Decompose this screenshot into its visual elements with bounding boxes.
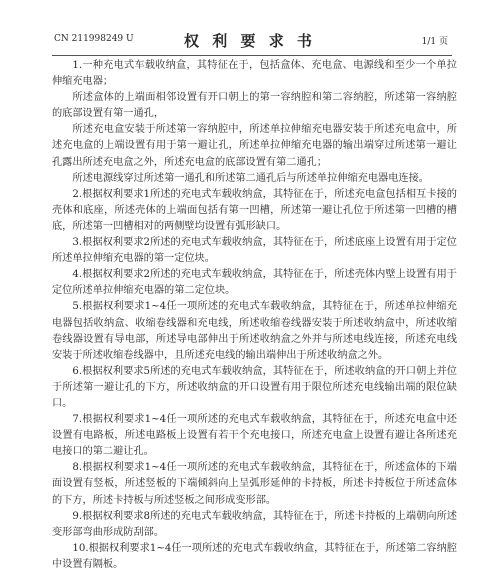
patent-number: CN 211998249 U (54, 34, 134, 44)
claim-8: 8.根据权利要求1~4任一项所述的充电式车载收纳盒，其特征在于，所述盒体的下端面设置有竖板，所述竖板的下端倾斜向上呈弧形延伸的卡持板，所述卡持板位于所述盒体的下方，所述卡持板与所述竖板之间形成变形部。 (52, 462, 457, 506)
claim-1-body-power-cord: 所述电源线穿过所述第一通孔和所述第二通孔后与所述单拉伸缩充电器电连接。 (72, 172, 429, 184)
page-header (0, 30, 500, 52)
claim-2: 2.根据权利要求1所述的充电式车载收纳盒，其特征在于，所述充电盒包括相互卡接的壳体和底座，所述壳体的上端面包括有第一凹槽，所述第一避让孔位于所述第一凹槽的槽底，所述第一凹槽相对的两侧壁均设置有弧形缺口。 (52, 188, 457, 232)
claim-9: 9.根据权利要求8所述的充电式车载收纳盒，其特征在于，所述卡持板的上端朝向所述变形部弯曲形成防刮部。 (52, 510, 457, 538)
page-number: 1/1 页 (421, 37, 448, 47)
claim-10: 10.根据权利要求1~4任一项所述的充电式车载收纳盒，其特征在于，所述第二容纳腔中设置有隔板。 (52, 542, 457, 570)
claim-7: 7.根据权利要求1~4任一项所述的充电式车载收纳盒，其特征在于，所述充电盒中还设置有电路板，所述电路板上设置有若干个充电接口，所述充电盒上设置有避让各所述充电接口的第二避让孔。 (52, 414, 457, 458)
document-title: 权 利 要 求 书 (184, 32, 316, 50)
claims-body (52, 58, 457, 573)
claim-3: 3.根据权利要求2所述的充电式车载收纳盒，其特征在于，所述底座上设置有用于定位所述单拉伸缩充电器的第一定位块。 (52, 237, 457, 265)
header-rule (52, 55, 452, 56)
claim-5: 5.根据权利要求1~4任一项所述的充电式车载收纳盒，其特征在于，所述单拉伸缩充电器包括收纳盒、收缩卷线器和充电线，所述收缩卷线器安装于所述收纳盒中，所述收缩卷线器设置有导电部，所述导电部伸出于所述收纳盒之外并与所述电线连接，所述充电线安装于所述收缩卷线器中，且所述充电线的输出端伸出于所述收纳盒之外。 (52, 301, 457, 361)
claim-1-body-charging-box: 所述充电盒安装于所述第一容纳腔中，所述单拉伸缩充电器安装于所述充电盒中，所述充电盒的上端设置有用于第一避让孔，所述单拉伸缩充电器的输出端穿过所述第一避让孔露出所述充电盒之外，所述充电盒的底部设置有第二通孔； (52, 124, 457, 168)
claim-1-intro: 1.一种充电式车载收纳盒，其特征在于，包括盒体、充电盒、电源线和至少一个单拉伸缩充电器； (52, 60, 457, 88)
claim-6: 6.根据权利要求5所述的充电式车载收纳盒，其特征在于，所述收纳盒的开口朝上并位于所述第一避让孔的下方，所述收纳盒的开口设置有用于限位所述充电线输出端的限位缺口。 (52, 365, 457, 409)
claim-4: 4.根据权利要求2所述的充电式车载收纳盒，其特征在于，所述壳体内壁上设置有用于定位所述单拉伸缩充电器的第二定位块。 (52, 269, 457, 297)
claim-1-body-housing: 所述盒体的上端面相邻设置有开口朝上的第一容纳腔和第二容纳腔，所述第一容纳腔的底部设置有第一通孔， (52, 92, 457, 120)
